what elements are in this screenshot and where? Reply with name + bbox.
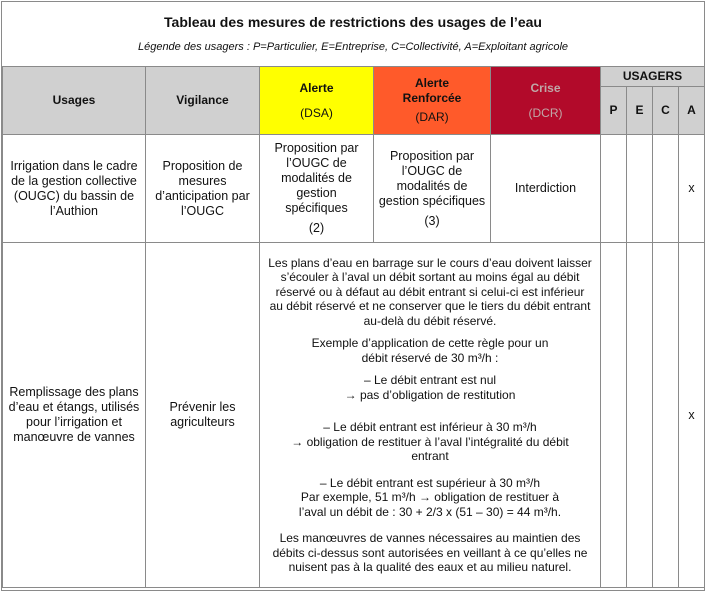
row2-a: x [679, 243, 705, 588]
row1-alerte-note: (2) [308, 221, 325, 235]
measures-case1-a: – Le débit entrant est nul [363, 373, 497, 387]
col-header-crise [491, 67, 601, 135]
col-header-a: A [679, 87, 705, 135]
users-legend: Légende des usagers : P=Particulier, E=Entreprise, C=Collectivité, A=Exploitant agricole [137, 41, 569, 53]
table-row [3, 135, 705, 243]
row2-c [653, 243, 679, 588]
row1-alerte [260, 135, 374, 243]
table-row [3, 243, 705, 588]
col-header-usagers: USAGERS [601, 67, 705, 87]
col-header-e: E [627, 87, 653, 135]
row2-usage: Remplissage des plans d’eau et étangs, utilisés pour l’irrigation et manœuvre de vannes [3, 243, 146, 588]
row1-alerte-renforcee [374, 135, 491, 243]
col-header-alerte [260, 67, 374, 135]
measures-case3-b: Par exemple, 51 m³/h → obligation de restituer à l’aval un débit de : 30 + 2/3 x (51 – 30) = 44 m³/h. [298, 490, 562, 519]
measures-case2-a: – Le débit entrant est inférieur à 30 m³/h [323, 420, 537, 434]
row2-vigilance: Prévenir les agriculteurs [146, 243, 260, 588]
row1-e [627, 135, 653, 243]
measures-example-intro: Exemple d’application de cette règle pour un débit réservé de 30 m³/h : [311, 336, 549, 365]
title-block [2, 2, 704, 66]
alerte-renforcee-label: Alerte Renforcée [402, 76, 462, 105]
measures-case2-b: → obligation de restituer à l’aval l’intégralité du débit entrant [291, 434, 569, 463]
row2-p [601, 243, 627, 588]
row1-vigilance: Proposition de mesures d’anticipation par l’OUGC [146, 135, 260, 243]
restrictions-table [2, 66, 705, 588]
measures-paragraph-1: Les plans d’eau en barrage sur le cours d’eau doivent laisser s’écouler à l’aval un débit sortant au moins égal au débit réservé ou à défaut au débit entrant si celui-ci est inférieur au débit réservé et ne conserver que le tiers du débit entrant au-delà du débit réservé. [268, 255, 592, 328]
row1-c [653, 135, 679, 243]
alerte-code: (DSA) [300, 105, 333, 120]
col-header-p: P [601, 87, 627, 135]
col-header-usages: Usages [3, 67, 146, 135]
measures-case1-b: → pas d’obligation de restitution [344, 387, 516, 402]
col-header-c: C [653, 87, 679, 135]
row1-p [601, 135, 627, 243]
col-header-alerte-renforcee [374, 67, 491, 135]
row1-alerte-text: Proposition par l’OUGC de modalités de gestion spécifiques [274, 141, 359, 215]
table-title: Tableau des mesures de restrictions des usages de l’eau [164, 14, 542, 30]
crise-label: Crise [530, 80, 561, 95]
col-header-vigilance: Vigilance [146, 67, 260, 135]
row2-measures [260, 243, 601, 588]
row1-a: x [679, 135, 705, 243]
alerte-label: Alerte [299, 80, 334, 95]
row1-alerte-renforcee-text: Proposition par l’OUGC de modalités de gestion spécifiques [378, 148, 486, 208]
measures-paragraph-last: Les manœuvres de vannes nécessaires au maintien des débits ci-dessus sont autorisées en veillant à ce qu’elles ne nuisent pas à la qualité des eaux et au milieu naturel. [272, 531, 588, 574]
row1-usage: Irrigation dans le cadre de la gestion collective (OUGC) du bassin de l’Authion [3, 135, 146, 243]
row2-e [627, 243, 653, 588]
crise-code: (DCR) [528, 105, 563, 120]
measures-case3-a: – Le débit entrant est supérieur à 30 m³/h [319, 475, 541, 490]
row1-alerte-renforcee-note: (3) [424, 213, 440, 228]
alerte-renforcee-code: (DAR) [415, 110, 449, 124]
row1-crise: Interdiction [491, 135, 601, 243]
